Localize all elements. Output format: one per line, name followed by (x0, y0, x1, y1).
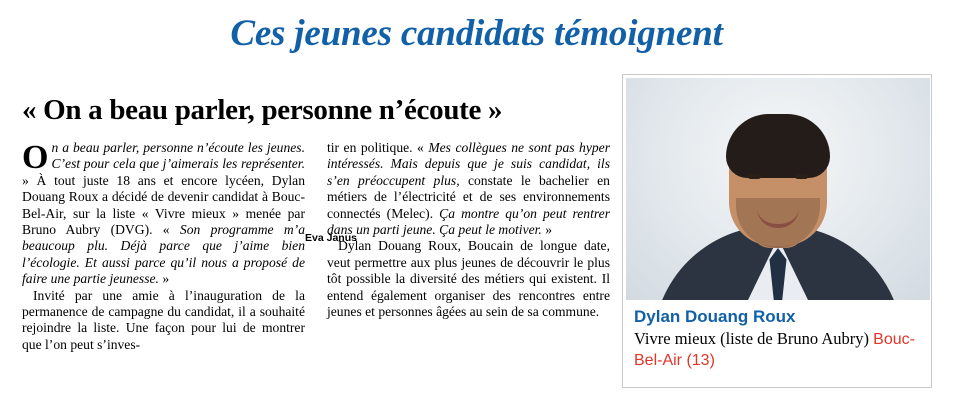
quote-italic: Mes collègues ne sont pas hyper intéressés. Mais depuis que je suis candidat, ils s’en préoccupent plus, (327, 140, 610, 188)
candidate-name: Dylan Douang Roux (634, 307, 796, 326)
quote-text: constate le bachelier en métiers de l’électricité et de ses environnements connectés (Melec). (327, 172, 610, 221)
body-column-left (22, 140, 305, 353)
quote-text: » À tout juste 18 ans et encore lycéen, Dylan Douang Roux a décidé de devenir candidat à Bouc-Bel-Air, sur la liste « Vivre mieux » menée par Bruno Aubry (DVG). « (22, 172, 305, 238)
quote-italic: Son programme m’a beaucoup plu. Déjà parce que j’aime bien l’écologie. Et aussi parce qu’il nous a proposé de faire une partie jeunesse. (22, 222, 306, 287)
candidate-photo (626, 78, 930, 300)
candidate-list (634, 329, 922, 371)
quote-italic: Ça montre qu’on peut rentrer dans un parti jeune. Ça peut le motiver. (327, 205, 610, 238)
candidate-card (622, 74, 932, 388)
article-body (22, 140, 610, 388)
article-byline: Eva Janus (305, 232, 357, 244)
candidate-town: Bouc-Bel-Air (13) (634, 331, 915, 369)
body-paragraph: Dylan Douang Roux, Boucain de longue date, veut permettre aux plus jeunes de découvrir le plus tôt possible la diversité des métiers qui existent. Il entend également organiser des rencontres entre jeunes et personnes âgées au sein de sa commune. (327, 238, 610, 320)
photo-hair (726, 114, 830, 178)
quote-text: » (541, 222, 553, 238)
quote-text: tir en politique. « (327, 140, 429, 155)
drop-cap: O (22, 139, 49, 176)
quote-italic: n a beau parler, personne n’écoute les jeunes. C’est pour cela que j’aimerais les représenter. (51, 140, 305, 172)
body-paragraph (327, 140, 610, 238)
body-paragraph: Invité par une amie à l’inauguration de la permanence de campagne du candidat, il a souhaité rejoindre la liste. Une façon pour lui de montrer que l’on peut s’inves- (22, 287, 305, 352)
photo-eye-left (748, 174, 761, 179)
body-paragraph (22, 140, 305, 288)
candidate-list-label: Vivre mieux (liste de Bruno Aubry) (634, 329, 870, 348)
quote-text: » (158, 271, 170, 287)
photo-eye-right (795, 174, 808, 179)
body-column-right (327, 140, 610, 320)
section-kicker: Ces jeunes candidats témoignent (230, 13, 723, 54)
article-headline: « On a beau parler, personne n’écoute » (22, 94, 503, 127)
candidate-caption (626, 306, 930, 371)
